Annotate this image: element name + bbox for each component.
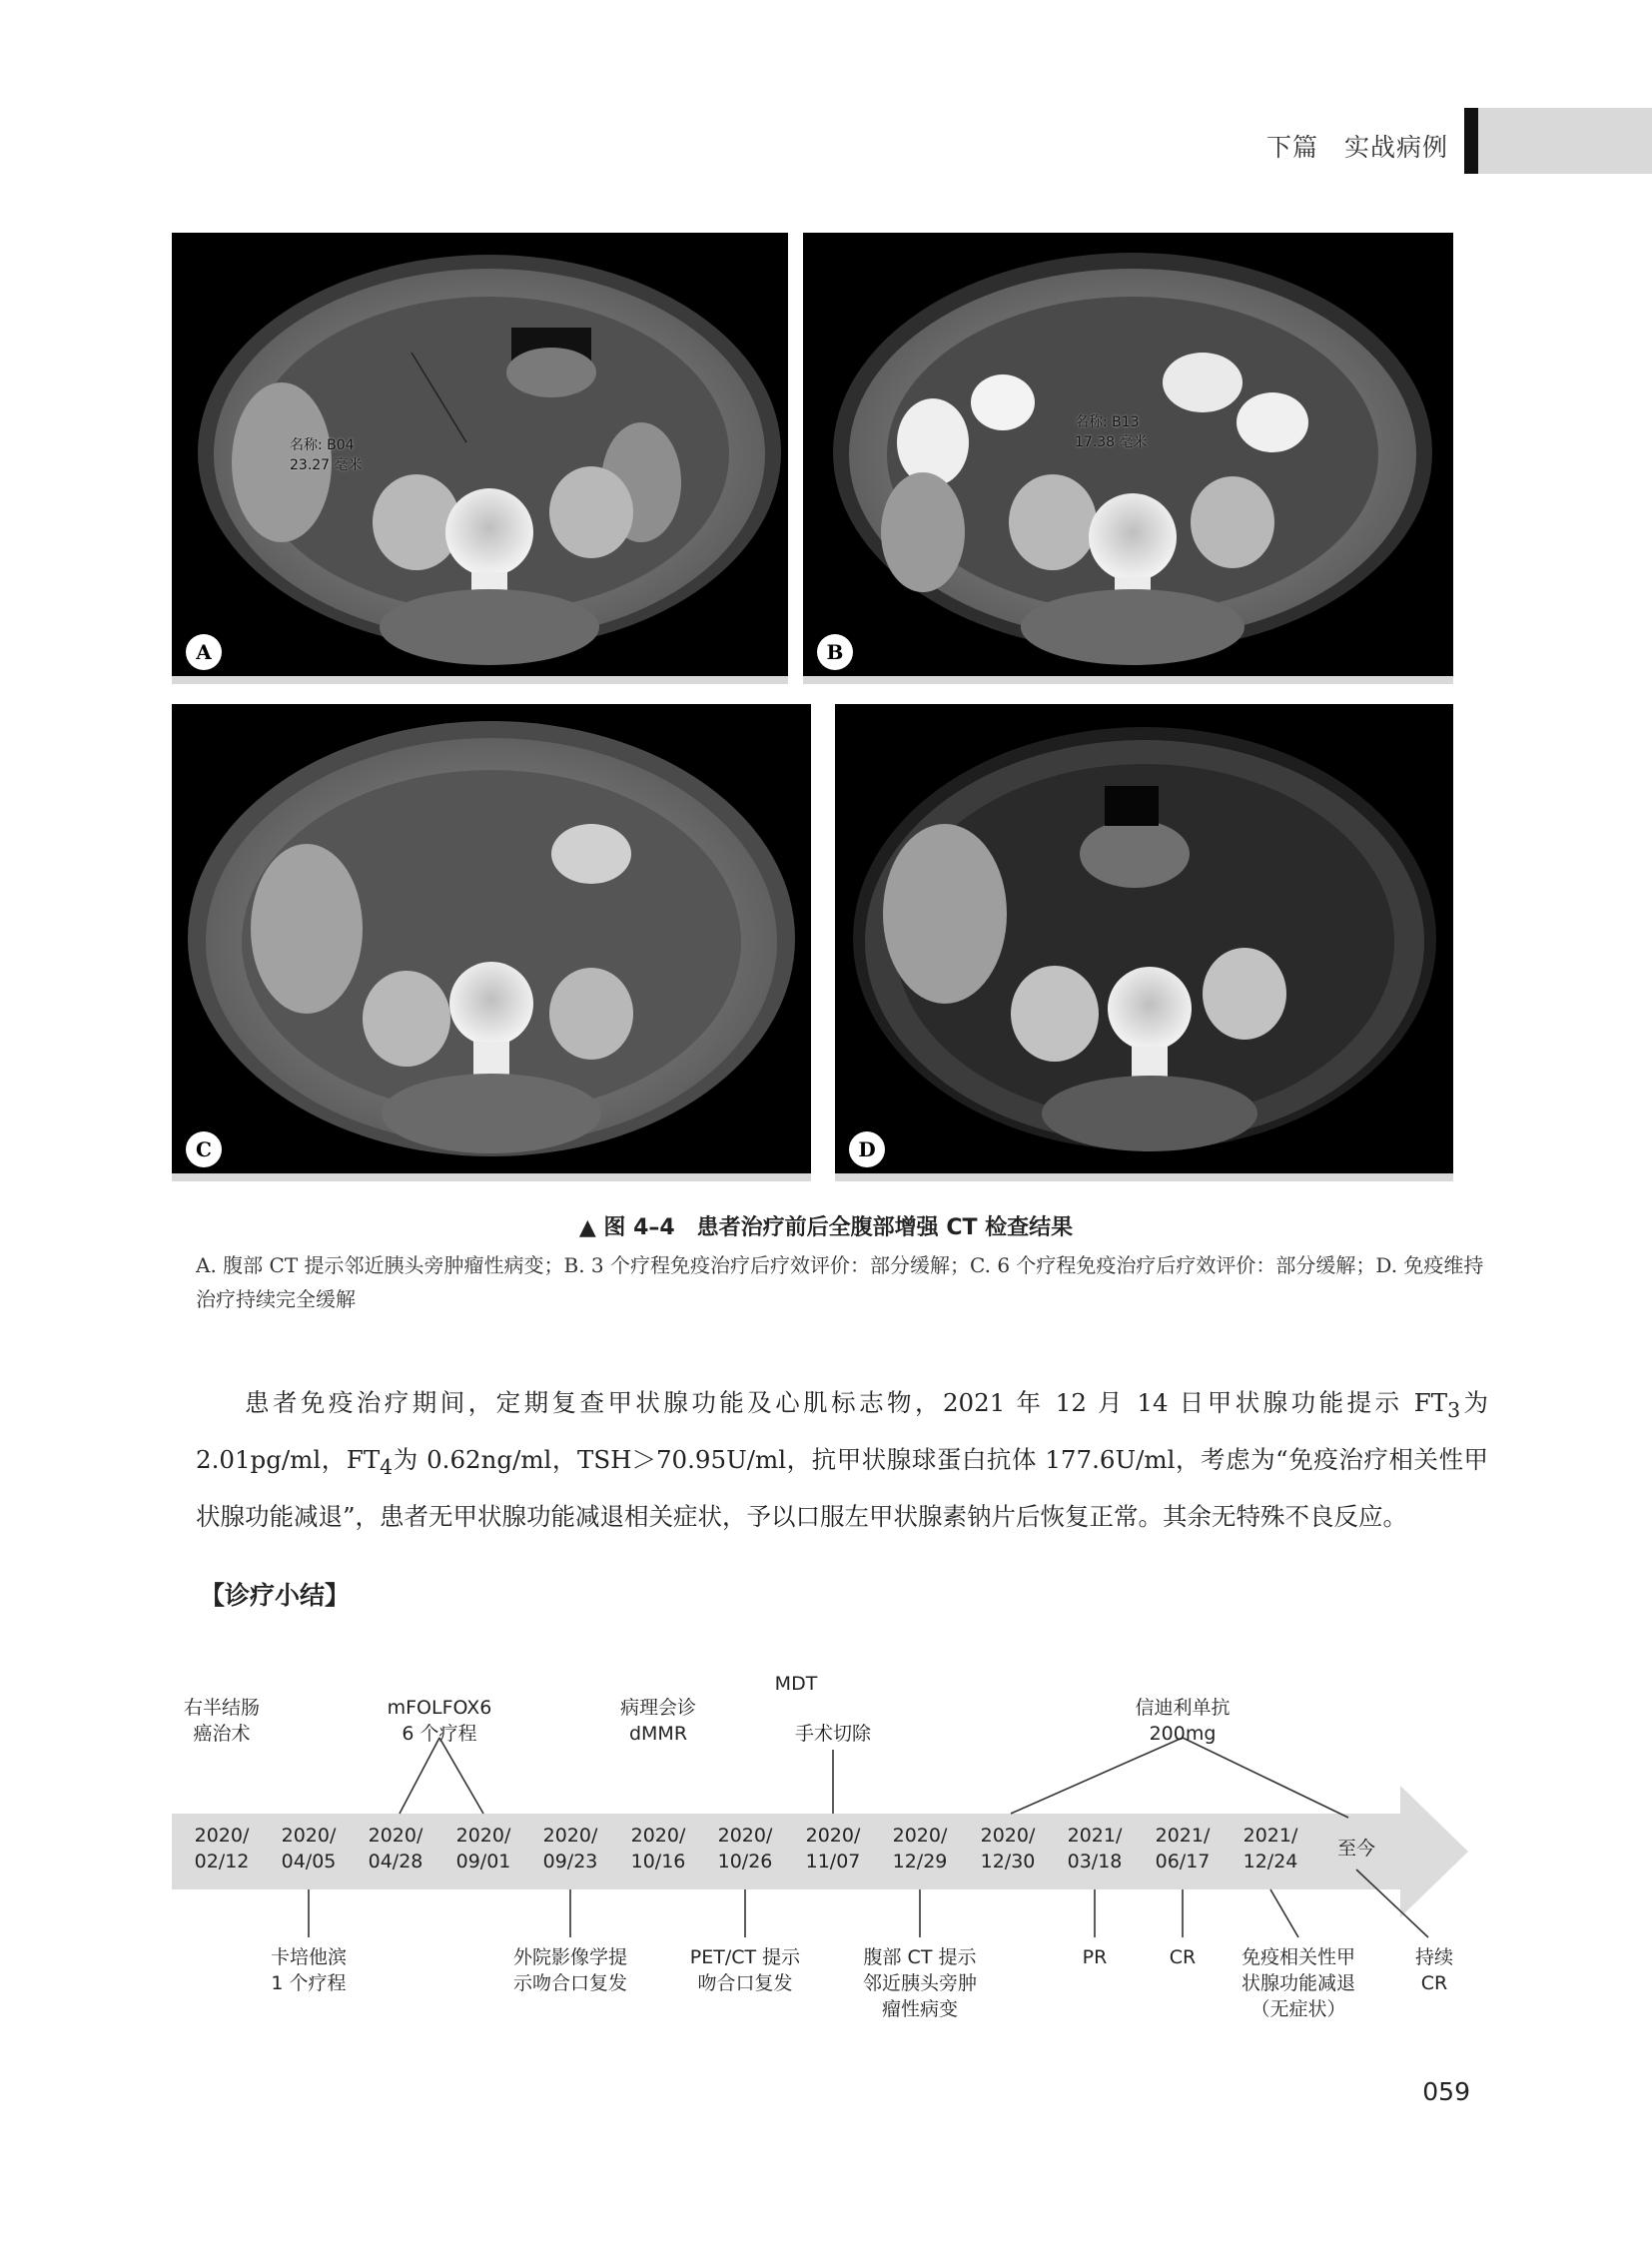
timeline-date-line: 2020/ — [455, 1825, 511, 1847]
timeline-bottom-event-line: 瘤性病变 — [881, 1998, 959, 2020]
timeline-top-event: MDT — [774, 1673, 818, 1695]
ct-b-measure-name: 名称: B13 — [1075, 414, 1140, 430]
ct-panel-b — [803, 233, 1453, 684]
ct-scan-c-image — [172, 704, 811, 1181]
timeline-top-event-line: dMMR — [628, 1723, 688, 1745]
figure-caption-body: A. 腹部 CT 提示邻近胰头旁肿瘤性病变；B. 3 个疗程免疫治疗后疗效评价：部分缓解；C. 6 个疗程免疫治疗后疗效评价：部分缓解；D. 免疫维持治疗持续完全缓解 — [196, 1253, 1484, 1311]
ct-a-measurement — [290, 435, 363, 475]
ct-scan-b-image — [803, 233, 1453, 684]
timeline-date-line: 2020/ — [281, 1825, 337, 1847]
timeline-top-event — [1135, 1697, 1230, 1745]
timeline-date-line: 2020/ — [980, 1825, 1036, 1847]
timeline-date-line: 10/16 — [630, 1851, 686, 1872]
timeline-bottom-event — [513, 1946, 627, 1994]
timeline-bottom-event — [863, 1946, 977, 2020]
timeline-date-line: 11/07 — [805, 1851, 861, 1872]
ct-scan-a-image — [172, 233, 788, 684]
timeline-date-line: 2020/ — [805, 1825, 861, 1847]
timeline-date-line: 2020/ — [630, 1825, 686, 1847]
timeline-top-event-line: 癌治术 — [193, 1723, 251, 1745]
timeline-top-event-line: mFOLFOX6 — [387, 1697, 492, 1719]
ct-label-d: D — [849, 1131, 885, 1167]
timeline-bottom-event-line: 吻合口复发 — [697, 1972, 793, 1994]
timeline-bottom-event-line: PR — [1082, 1946, 1108, 1968]
para-sub-1: 3 — [1447, 1397, 1461, 1422]
timeline-bottom-event — [1415, 1946, 1453, 1994]
timeline-date-line: 02/12 — [194, 1851, 250, 1872]
para-text-1: 患者免疫治疗期间，定期复查甲状腺功能及心肌标志物，2021 年 12 月 14 日甲状腺功能提示 FT — [245, 1388, 1448, 1417]
timeline-bottom-event-line: CR — [1420, 1972, 1448, 1994]
timeline-bottom-event-line: 免疫相关性甲 — [1240, 1946, 1356, 1968]
figure-caption-title: ▲ 图 4–4 患者治疗前后全腹部增强 CT 检查结果 — [578, 1215, 1074, 1240]
timeline-date-line: 2020/ — [717, 1825, 773, 1847]
timeline-bottom-event-line: 卡培他滨 — [270, 1946, 348, 1968]
timeline-top-event: 手术切除 — [794, 1723, 872, 1745]
timeline-date-line: 12/30 — [980, 1851, 1036, 1872]
timeline-date — [1337, 1838, 1375, 1860]
timeline-top-event-line: 信迪利单抗 — [1135, 1697, 1231, 1719]
para-sub-2: 4 — [380, 1454, 394, 1479]
timeline-top-event-line: 6 个疗程 — [402, 1723, 477, 1745]
timeline-bottom-event — [1083, 1946, 1108, 1968]
timeline-bottom-event-line: 状腺功能减退 — [1240, 1972, 1356, 1994]
timeline-date-line: 09/01 — [455, 1851, 511, 1872]
timeline-diagram — [0, 1638, 1652, 2057]
ct-panel-d — [835, 704, 1453, 1181]
timeline-date-line: 04/28 — [368, 1851, 423, 1872]
timeline-date-line: 09/23 — [542, 1851, 598, 1872]
ct-b-measurement — [1075, 412, 1148, 452]
timeline-date-line: 2021/ — [1067, 1825, 1123, 1847]
ct-scan-d-image — [835, 704, 1453, 1181]
timeline-bottom-event-line: 腹部 CT 提示 — [863, 1946, 977, 1968]
timeline-date-line: 2020/ — [368, 1825, 423, 1847]
timeline-date-line: 2020/ — [194, 1825, 250, 1847]
timeline-top-events — [184, 1673, 1231, 1745]
timeline-top-event-line: 200mg — [1149, 1723, 1217, 1745]
timeline-top-event-line: 病理会诊 — [619, 1697, 697, 1719]
ct-a-measure-name: 名称: B04 — [290, 437, 355, 453]
ct-label-a: A — [186, 634, 222, 670]
timeline-bottom-event-line: 外院影像学提 — [512, 1946, 628, 1968]
timeline-bottom-event-line: 1 个疗程 — [271, 1972, 347, 1994]
timeline-top-event — [184, 1697, 260, 1745]
timeline-bottom-event — [271, 1946, 347, 1994]
ct-panel-c — [172, 704, 811, 1181]
ct-panel-a — [172, 233, 788, 684]
treatment-timeline — [0, 1638, 1652, 2057]
timeline-bottom-event-line: 邻近胰头旁肿 — [862, 1972, 978, 1994]
ct-b-measure-value: 17.38 毫米 — [1075, 434, 1148, 450]
timeline-date-line: 至今 — [1336, 1838, 1376, 1860]
timeline-bottom-event-line: 持续 — [1414, 1946, 1454, 1968]
timeline-bottom-events — [271, 1946, 1453, 2020]
timeline-bottom-event — [1170, 1946, 1196, 1968]
section-heading: 【诊疗小结】 — [200, 1581, 351, 1610]
para-text-3: 为 0.62ng/ml，TSH＞70.95U/ml，抗甲状腺球蛋白抗体 177.6U/ml，考虑为“免疫治疗相关性甲状腺功能减退”，患者无甲状腺功能减退相关症状，予以口服左甲状腺素钠片后恢复正常。其余无特殊不良反应。 — [196, 1444, 1488, 1531]
ct-a-measure-value: 23.27 毫米 — [290, 457, 363, 473]
timeline-date-line: 10/26 — [717, 1851, 773, 1872]
timeline-top-event — [620, 1697, 696, 1745]
timeline-date-line: 12/29 — [892, 1851, 948, 1872]
timeline-bottom-event — [1241, 1946, 1355, 2020]
ct-label-b: B — [817, 634, 853, 670]
timeline-top-event — [388, 1697, 492, 1745]
body-paragraph — [196, 1378, 1488, 1542]
timeline-bottom-event-line: PET/CT 提示 — [689, 1946, 801, 1968]
timeline-date-line: 03/18 — [1067, 1851, 1123, 1872]
timeline-bottom-event-line: （无症状） — [1250, 1998, 1346, 2020]
header-gray-tab — [1478, 108, 1652, 174]
timeline-top-event-line: 右半结肠 — [183, 1697, 261, 1719]
timeline-date-line: 2021/ — [1242, 1825, 1298, 1847]
timeline-bottom-event-line: CR — [1169, 1946, 1197, 1968]
para-text-2: 为 2.01pg/ml，FT — [196, 1388, 1489, 1474]
ct-label-c: C — [186, 1131, 222, 1167]
timeline-bottom-event — [690, 1946, 801, 1994]
timeline-date-line: 04/05 — [281, 1851, 337, 1872]
timeline-bottom-event-line: 示吻合口复发 — [512, 1972, 628, 1994]
timeline-date-line: 12/24 — [1242, 1851, 1298, 1872]
running-header: 下篇 实战病例 — [1265, 133, 1448, 162]
timeline-date-line: 06/17 — [1155, 1851, 1211, 1872]
timeline-date-line: 2020/ — [542, 1825, 598, 1847]
page-number: 059 — [1422, 2077, 1470, 2106]
header-black-bar — [1464, 108, 1478, 174]
timeline-date-line: 2021/ — [1155, 1825, 1211, 1847]
timeline-date-line: 2020/ — [892, 1825, 948, 1847]
